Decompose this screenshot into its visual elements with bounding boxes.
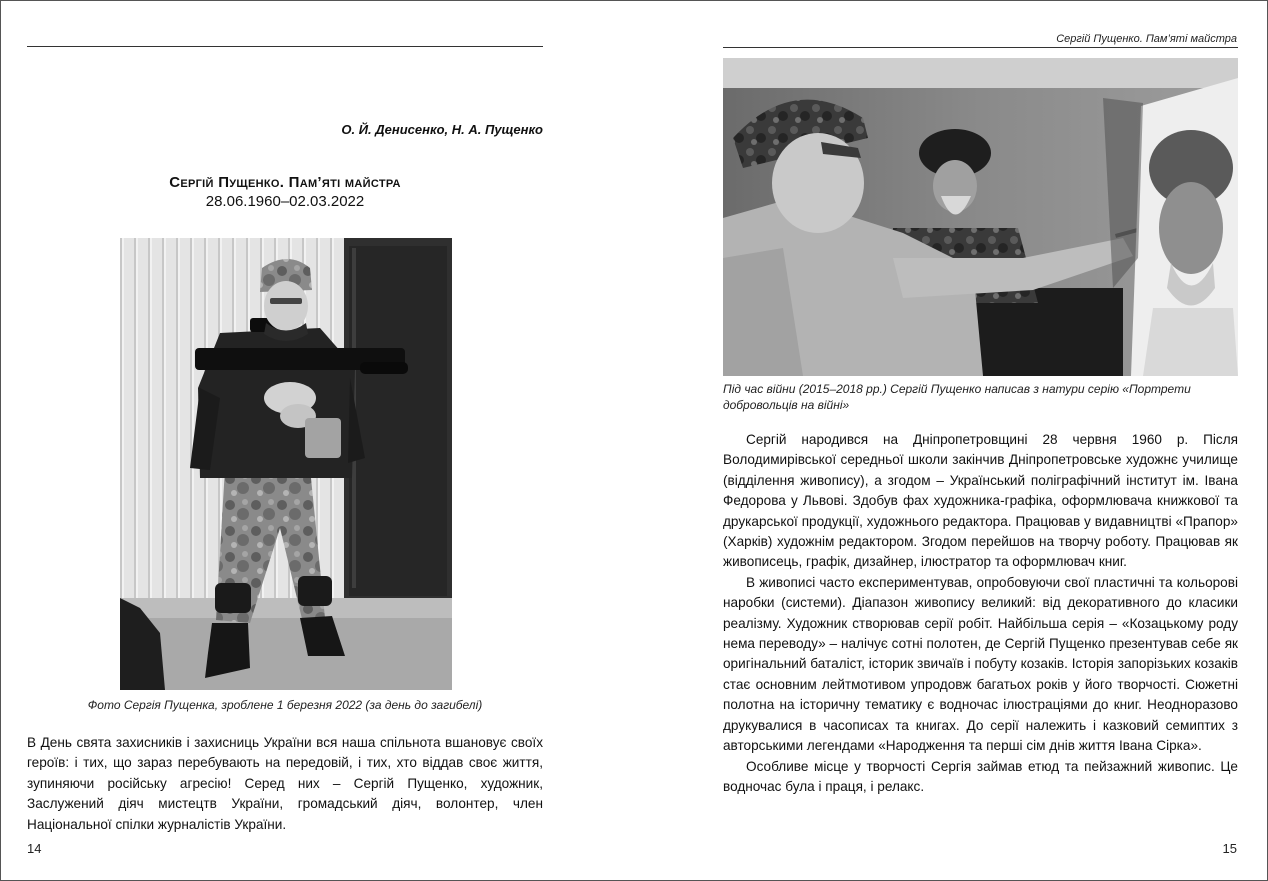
- page-number-left: 14: [27, 841, 42, 856]
- header-rule: [27, 46, 543, 47]
- painting-artist-photo: [723, 58, 1238, 376]
- right-paragraph-1: Сергій народився на Дніпропетровщині 28 червня 1960 р. Після Володимирівської середньої школи закінчив Дніпропетровське художнє училище (відділення живопису), а згодом – Український поліграфічний інститут ім. Івана Федорова у Львові. Здобув фах художника-графіка, оформлювача книжкової та друкарської продукції, художнього редактора. Працював у видавництві «Прапор» (Харків) художнім редактором. Згодом перейшов на творчу роботу. Працював як живописець, графік, дизайнер, ілюстратор та оформлювач книг.: [723, 432, 1238, 570]
- header-rule: [723, 47, 1238, 48]
- authors: О. Й. Денисенко, Н. А. Пущенко: [341, 122, 543, 137]
- right-paragraph-2: В живописі часто експериментував, опробовуючи свої пластичні та кольорові наробки (системи). Діапазон живопису великий: від декоративного до класики реалізму. Художник створював серії робіт. Найбільша серія – «Козацькому роду нема переводу» – налічує сотні полотен, де Сергій Пущенко презентував себе як оригінальний баталіст, історик звичаїв і побуту козаків. Історія запорізьких козаків стає основним лейтмотивом упродовж багатьох років у його творчості. Сюжетні полотна на історичну тематику є водночас ілюстраціями до книг. Неодноразово друкувалися в часописах та книгах. До серії належить і казковий семиптих з авторськими легендами «Народження та перші сім днів життя Івана Сірка».: [723, 574, 1238, 754]
- article-title: Сергій Пущенко. Пам’яті майстра: [169, 174, 401, 191]
- right-page: [635, 1, 1267, 880]
- left-photo-caption: Фото Сергія Пущенка, зроблене 1 березня 2022 (за день до загибелі): [87, 698, 483, 712]
- right-paragraph-3: Особливе місце у творчості Сергія займав етюд та пейзажний живопис. Це водночас була і праця, і релакс.: [723, 758, 1238, 794]
- left-body-text: [27, 733, 543, 835]
- life-dates: 28.06.1960–02.03.2022: [205, 193, 365, 210]
- right-body-text: [723, 430, 1238, 797]
- left-page: [1, 1, 601, 880]
- running-header: Сергій Пущенко. Пам’яті майстра: [1056, 33, 1237, 45]
- left-paragraph: В День свята захисників і захисниць України вся наша спільнота вшановує своїх героїв: і тих, що зараз перебувають на передовій, і тих, хто віддав своє життя, зупиняючи російську агресію! Серед них – Сергій Пущенко, художник, Заслужений діяч мистецтв України, громадський діяч, волонтер, член Національної спілки журналістів України.: [27, 735, 543, 832]
- page-number-right: 15: [1222, 841, 1237, 856]
- right-photo-caption: Під час війни (2015–2018 рр.) Сергій Пущенко написав з натури серію «Портрети добровольців на війні»: [723, 382, 1191, 412]
- soldier-portrait-photo: [120, 238, 452, 690]
